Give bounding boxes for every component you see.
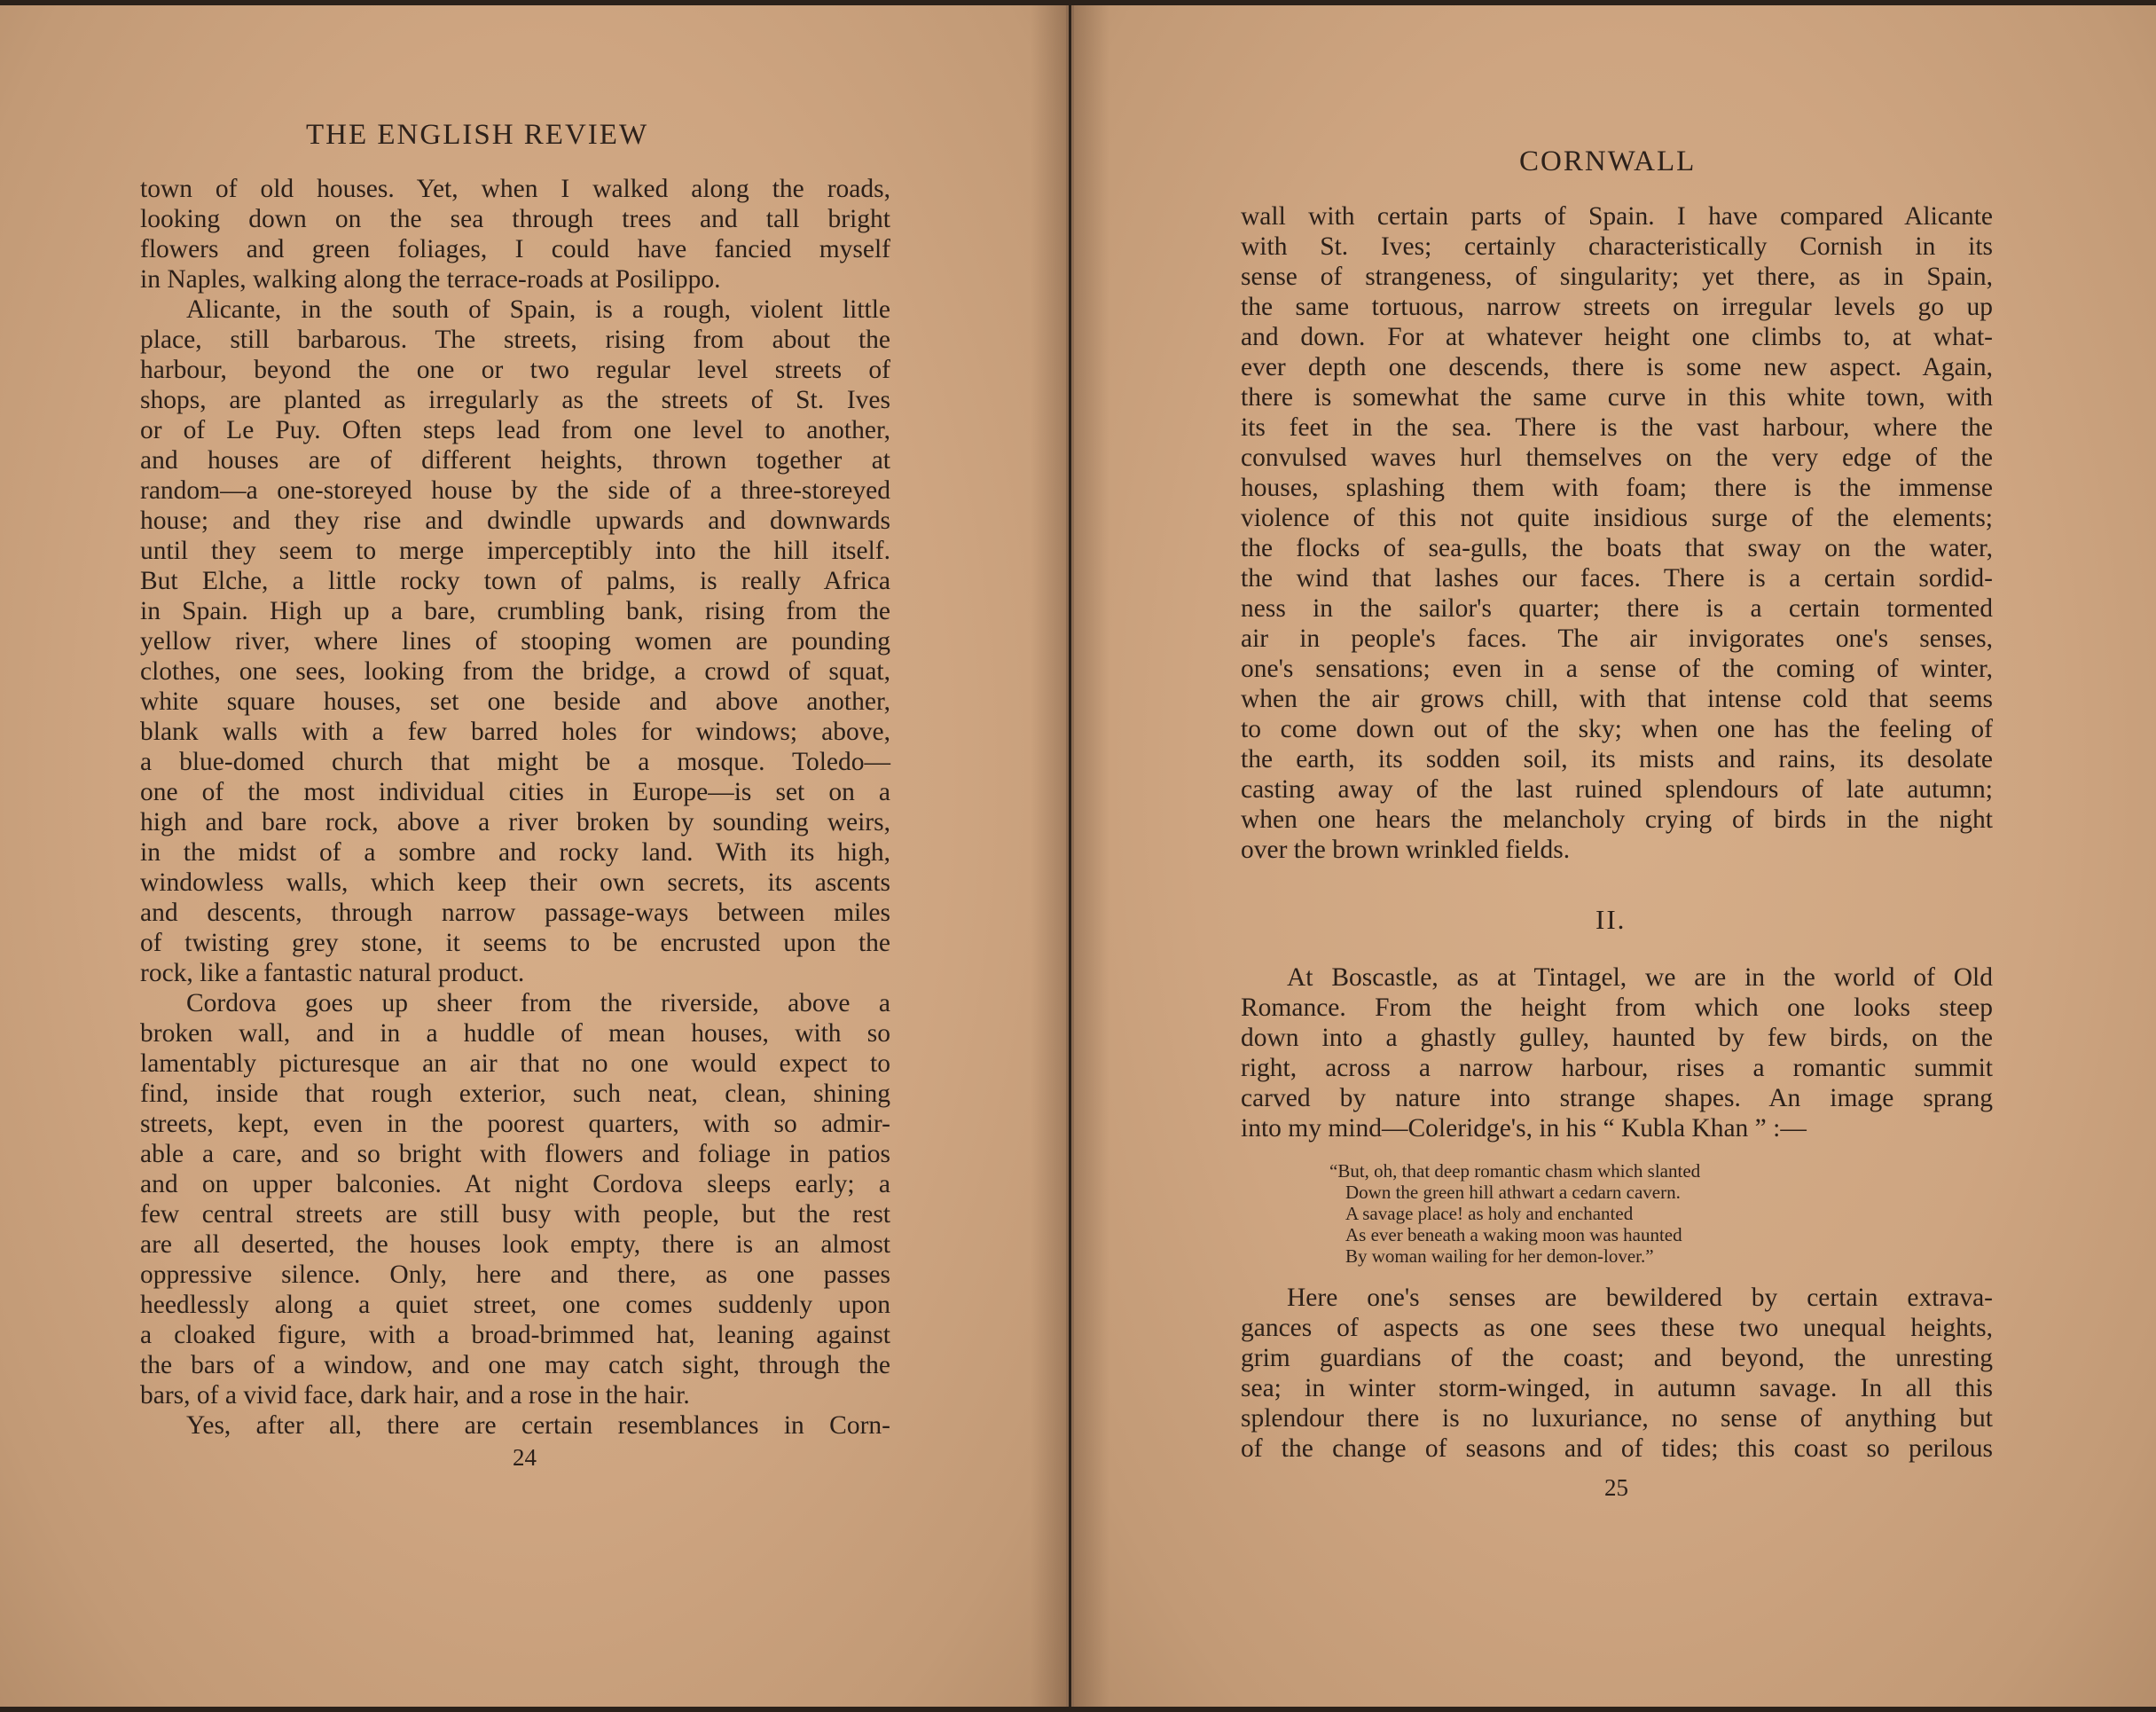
- text-line: violence of this not quite insidious surge of the elements;: [1241, 504, 1993, 532]
- text-line: Here one's senses are bewildered by certain extrava-: [1287, 1284, 1993, 1312]
- text-line: right, across a narrow harbour, rises a romantic summit: [1241, 1054, 1993, 1082]
- text-line: lamentably picturesque an air that no one would expect to: [140, 1049, 890, 1078]
- text-line: heedlessly along a quiet street, one comes suddenly upon: [140, 1291, 890, 1319]
- page-number: 25: [1604, 1474, 1628, 1501]
- text-line: ness in the sailor's quarter; there is a certain tormented: [1241, 594, 1993, 623]
- text-line: rock, like a fantastic natural product.: [140, 959, 525, 987]
- text-line: white square houses, set one beside and above another,: [140, 687, 890, 716]
- text-line: sea; in winter storm-winged, in autumn savage. In all this: [1241, 1374, 1993, 1402]
- text-line: in Spain. High up a bare, crumbling bank, rising from the: [140, 597, 890, 625]
- text-line: able a care, and so bright with flowers and foliage in patios: [140, 1140, 890, 1168]
- text-line: bars, of a vivid face, dark hair, and a rose in the hair.: [140, 1381, 690, 1410]
- text-line: few central streets are still busy with people, but the rest: [140, 1200, 890, 1229]
- text-line: houses, splashing them with foam; there is the immense: [1241, 474, 1993, 502]
- body-text: [1241, 1283, 1993, 1464]
- section-heading: II.: [1595, 904, 1627, 935]
- text-line: high and bare rock, above a river broken by sounding weirs,: [140, 808, 890, 836]
- text-line: over the brown wrinkled fields.: [1241, 836, 1571, 864]
- text-line: a cloaked figure, with a broad-brimmed hat, leaning against: [140, 1321, 890, 1349]
- text-line: and houses are of different heights, thrown together at: [140, 446, 890, 475]
- text-line: and down. For at whatever height one climbs to, at what-: [1241, 323, 1993, 351]
- text-line: its feet in the sea. There is the vast harbour, where the: [1241, 413, 1993, 442]
- gutter-shadow: [1031, 5, 1066, 1707]
- text-line: gances of aspects as one sees these two unequal heights,: [1241, 1314, 1993, 1342]
- text-line: to come down out of the sky; when one has the feeling of: [1241, 715, 1993, 743]
- text-line: Romance. From the height from which one looks steep: [1241, 993, 1993, 1022]
- body-text: [1241, 962, 1993, 1143]
- text-line: broken wall, and in a huddle of mean houses, with so: [140, 1019, 890, 1048]
- text-line: when one hears the melancholy crying of birds in the night: [1241, 805, 1993, 834]
- text-line: there is somewhat the same curve in this white town, with: [1241, 383, 1993, 412]
- text-line: grim guardians of the coast; and beyond, the unresting: [1241, 1344, 1993, 1372]
- body-text: [140, 174, 890, 1441]
- text-line: yellow river, where lines of stooping women are pounding: [140, 627, 890, 656]
- text-line: are all deserted, the houses look empty, there is an almost: [140, 1230, 890, 1259]
- text-line: when the air grows chill, with that intense cold that seems: [1241, 685, 1993, 713]
- poem-line: By woman wailing for her demon-lover.”: [1345, 1245, 1654, 1267]
- text-line: or of Le Puy. Often steps lead from one level to another,: [140, 416, 890, 444]
- text-line: But Elche, a little rocky town of palms, is really Africa: [140, 567, 890, 595]
- text-line: place, still barbarous. The streets, rising from about the: [140, 326, 890, 354]
- text-line: the flocks of sea-gulls, the boats that sway on the water,: [1241, 534, 1993, 562]
- text-line: one of the most individual cities in Europe—is set on a: [140, 778, 890, 806]
- text-line: casting away of the last ruined splendours of late autumn;: [1241, 775, 1993, 804]
- poem-line: As ever beneath a waking moon was haunted: [1345, 1224, 1682, 1245]
- text-line: a blue-domed church that might be a mosque. Toledo—: [140, 748, 890, 776]
- poem-line: Down the green hill athwart a cedarn cavern.: [1345, 1182, 1681, 1203]
- text-line: windowless walls, which keep their own secrets, its ascents: [140, 868, 890, 897]
- text-line: ever depth one descends, there is some new aspect. Again,: [1241, 353, 1993, 381]
- text-line: harbour, beyond the one or two regular level streets of: [140, 356, 890, 384]
- running-head: THE ENGLISH REVIEW: [306, 119, 649, 151]
- text-line: the wind that lashes our faces. There is a certain sordid-: [1241, 564, 1993, 593]
- text-line: of twisting grey stone, it seems to be encrusted upon the: [140, 929, 890, 957]
- gutter-shadow: [1074, 5, 1109, 1707]
- text-line: Cordova goes up sheer from the riverside, above a: [186, 989, 890, 1017]
- text-line: shops, are planted as irregularly as the streets of St. Ives: [140, 386, 890, 414]
- text-line: the bars of a window, and one may catch sight, through the: [140, 1351, 890, 1379]
- text-line: with St. Ives; certainly characteristically Cornish in its: [1241, 232, 1993, 261]
- text-line: and descents, through narrow passage-ways between miles: [140, 899, 890, 927]
- text-line: flowers and green foliages, I could have fancied myself: [140, 235, 890, 263]
- text-line: town of old houses. Yet, when I walked along the roads,: [140, 175, 890, 203]
- left-page: [0, 5, 1069, 1707]
- running-head: CORNWALL: [1519, 145, 1697, 177]
- text-line: and on upper balconies. At night Cordova sleeps early; a: [140, 1170, 890, 1198]
- text-line: streets, kept, even in the poorest quarters, with so admir-: [140, 1110, 890, 1138]
- text-line: house; and they rise and dwindle upwards and downwards: [140, 507, 890, 535]
- text-line: oppressive silence. Only, here and there, as one passes: [140, 1260, 890, 1289]
- text-line: in Naples, walking along the terrace-roads at Posilippo.: [140, 265, 721, 294]
- text-line: down into a ghastly gulley, haunted by few birds, on the: [1241, 1024, 1993, 1052]
- text-line: until they seem to merge imperceptibly into the hill itself.: [140, 537, 890, 565]
- text-line: into my mind—Coleridge's, in his “ Kubla Khan ” :—: [1241, 1114, 1807, 1143]
- poem-quotation: [1329, 1160, 1879, 1267]
- text-line: At Boscastle, as at Tintagel, we are in the world of Old: [1287, 963, 1993, 992]
- poem-line: A savage place! as holy and enchanted: [1345, 1203, 1634, 1224]
- text-line: blank walls with a few barred holes for windows; above,: [140, 718, 890, 746]
- poem-line: “But, oh, that deep romantic chasm which slanted: [1329, 1160, 1701, 1182]
- text-line: Alicante, in the south of Spain, is a rough, violent little: [186, 295, 890, 324]
- text-line: sense of strangeness, of singularity; yet there, as in Spain,: [1241, 263, 1993, 291]
- text-line: the earth, its sodden soil, its mists and rains, its desolate: [1241, 745, 1993, 774]
- body-text: [1241, 201, 1993, 865]
- text-line: carved by nature into strange shapes. An image sprang: [1241, 1084, 1993, 1112]
- text-line: wall with certain parts of Spain. I have compared Alicante: [1241, 202, 1993, 231]
- text-line: convulsed waves hurl themselves on the very edge of the: [1241, 444, 1993, 472]
- right-page: [1071, 5, 2156, 1707]
- text-line: the same tortuous, narrow streets on irregular levels go up: [1241, 293, 1993, 321]
- text-line: Yes, after all, there are certain resemblances in Corn-: [186, 1411, 890, 1440]
- text-line: air in people's faces. The air invigorates one's senses,: [1241, 624, 1993, 653]
- text-line: clothes, one sees, looking from the bridge, a crowd of squat,: [140, 657, 890, 686]
- text-line: splendour there is no luxuriance, no sense of anything but: [1241, 1404, 1993, 1433]
- text-line: one's sensations; even in a sense of the coming of winter,: [1241, 655, 1993, 683]
- text-line: looking down on the sea through trees and tall bright: [140, 205, 890, 233]
- text-line: in the midst of a sombre and rocky land. With its high,: [140, 838, 890, 867]
- text-line: of the change of seasons and of tides; this coast so perilous: [1241, 1434, 1993, 1463]
- text-line: random—a one-storeyed house by the side of a three-storeyed: [140, 476, 890, 505]
- text-line: find, inside that rough exterior, such neat, clean, shining: [140, 1080, 890, 1108]
- page-number: 24: [513, 1444, 537, 1471]
